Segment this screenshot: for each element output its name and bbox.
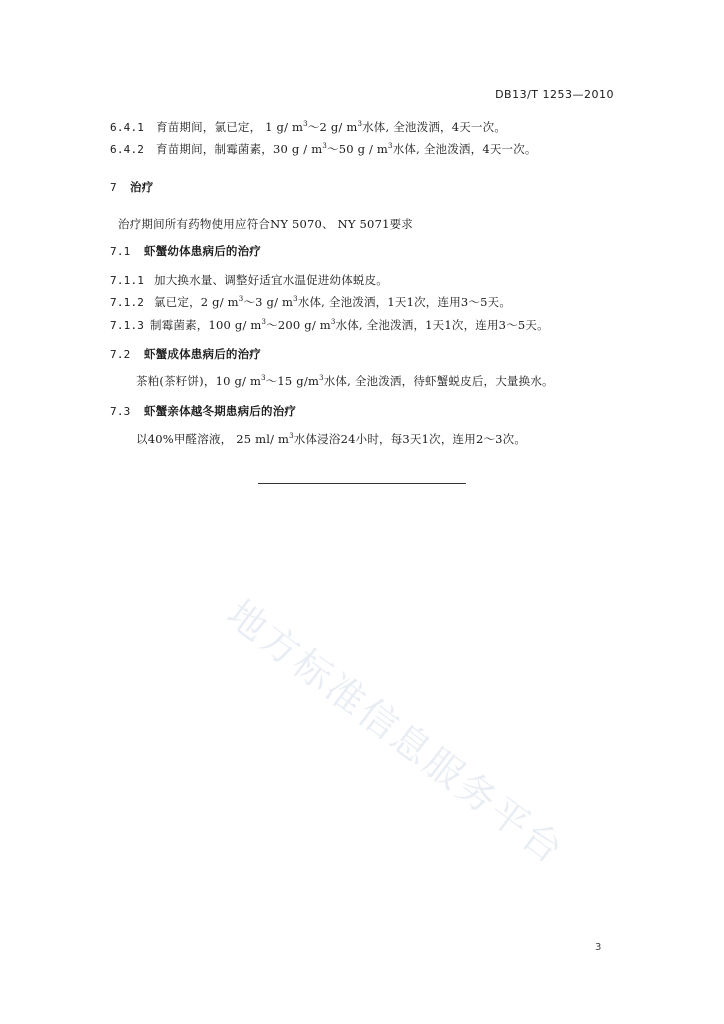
heading-number: 7.1: [110, 245, 131, 258]
clause-text-part: ～50 g / m: [327, 142, 389, 156]
paragraph-text-part: 以40%甲醛溶液， 25 ml/ m: [136, 432, 290, 446]
clause-text-part: 水体, 全池泼洒，4天一次。: [362, 120, 507, 134]
superscript: 3: [261, 318, 267, 326]
watermark: 地方标准信息服务平台: [218, 591, 573, 874]
clause-text: 加大换水量、调整好适宜水温促进幼体蜕皮。: [154, 273, 388, 287]
page-number: 3: [595, 942, 602, 953]
clause-number: 6.4.1: [110, 121, 145, 134]
clause-text-part: 水体, 全池泼洒，4天一次。: [392, 142, 537, 156]
clause-text-part: 水体, 全池泼洒，1天1次，连用3～5天。: [335, 318, 549, 332]
clause-7-1-3: [110, 317, 549, 334]
clause-7-1-1: [110, 272, 388, 289]
end-rule: [258, 483, 466, 484]
clause-7-1-2: [110, 294, 511, 311]
clause-text-part: 制霉菌素，100 g/ m: [150, 318, 262, 332]
heading-number: 7: [110, 181, 117, 194]
paragraph-text-part: 水体浸浴24小时，每3天1次，连用2～3次。: [293, 432, 527, 446]
clause-text-part: ～2 g/ m: [307, 120, 358, 134]
paragraph-text-part: 水体, 全池泼洒，待虾蟹蜕皮后，大量换水。: [323, 374, 554, 388]
clause-number: 7.1.2: [110, 296, 145, 309]
clause-text-part: ～200 g/ m: [266, 318, 331, 332]
superscript: 3: [293, 295, 298, 303]
paragraph-7-3: [136, 431, 526, 447]
clause-text-part: 水体, 全池泼洒，1天1次，连用3～5天。: [297, 295, 512, 309]
paragraph-7-2: [136, 373, 554, 389]
superscript: 3: [303, 120, 308, 128]
clause-number: 6.4.2: [110, 143, 145, 156]
paragraph-7: 治疗期间所有药物使用应符合NY 5070、 NY 5071要求: [118, 217, 414, 231]
clause-text-part: 氯已定，2 g/ m: [154, 295, 239, 309]
superscript: 3: [238, 295, 244, 303]
heading-title: 虾蟹亲体越冬期患病后的治疗: [144, 404, 297, 418]
clause-number: 7.1.1: [110, 274, 145, 287]
heading-number: 7.2: [110, 348, 131, 361]
heading-title: 虾蟹成体患病后的治疗: [144, 347, 261, 361]
superscript: 3: [330, 318, 336, 326]
heading-7-1: [110, 243, 261, 260]
superscript: 3: [388, 142, 393, 150]
superscript: 3: [261, 374, 266, 382]
clause-number: 7.1.3: [110, 319, 145, 332]
clause-text-part: 育苗期间，氯已定， 1 g/ m: [156, 120, 304, 134]
heading-7: [110, 179, 153, 196]
heading-7-3: [110, 403, 296, 420]
clause-text-part: 育苗期间，制霉菌素，30 g / m: [156, 142, 323, 156]
heading-7-2: [110, 346, 261, 363]
heading-title: 治疗: [130, 180, 154, 194]
clause-6-4-1: [110, 119, 506, 136]
superscript: 3: [319, 374, 324, 382]
paragraph-text-part: ～15 g/m: [265, 374, 320, 388]
clause-text-part: ～3 g/ m: [243, 295, 294, 309]
superscript: 3: [289, 432, 294, 440]
clause-6-4-2: [110, 141, 537, 158]
heading-number: 7.3: [110, 405, 131, 418]
document-id: DB13/T 1253—2010: [495, 88, 614, 101]
paragraph-text-part: 茶粕(茶籽饼)，10 g/ m: [136, 374, 262, 388]
superscript: 3: [357, 120, 363, 128]
heading-title: 虾蟹幼体患病后的治疗: [144, 244, 261, 258]
superscript: 3: [322, 142, 327, 150]
